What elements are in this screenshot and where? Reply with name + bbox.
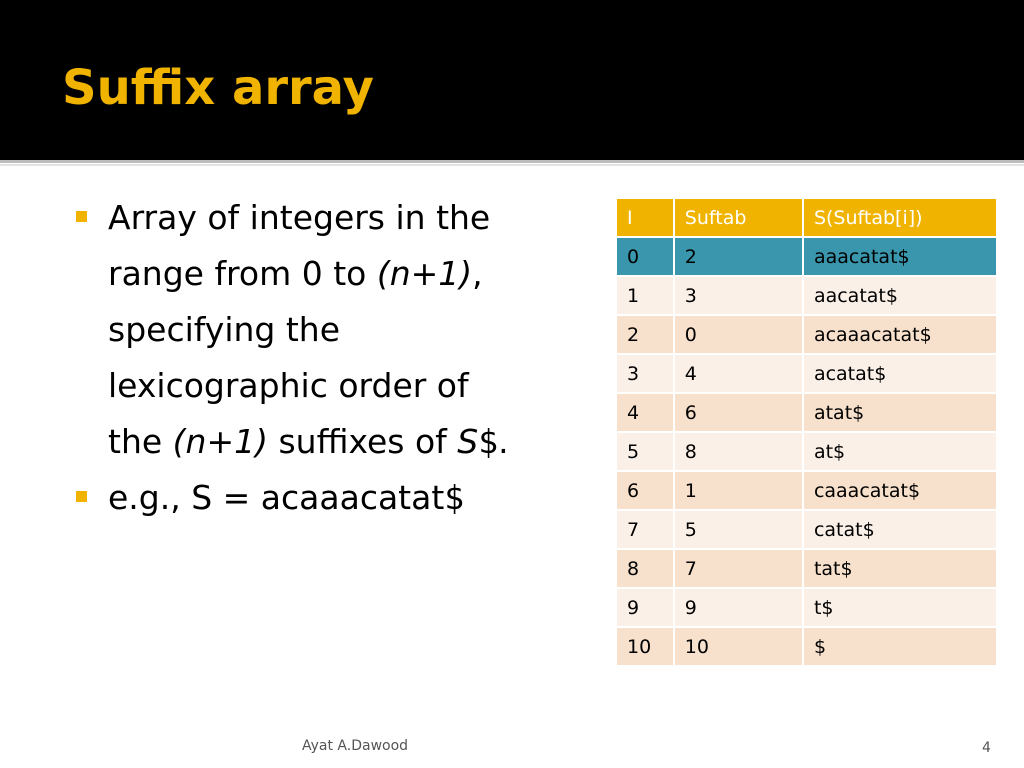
table-cell: 2	[616, 315, 674, 354]
table-cell: atat$	[803, 393, 997, 432]
suffix-array-table	[615, 197, 998, 667]
slide-title: Suffix array	[62, 60, 374, 116]
table-cell: 1	[674, 471, 803, 510]
column-header: I	[616, 198, 674, 237]
table-cell: at$	[803, 432, 997, 471]
header-divider	[0, 160, 1024, 163]
table-cell: 0	[616, 237, 674, 276]
table-cell: 3	[616, 354, 674, 393]
table-cell: 9	[616, 588, 674, 627]
table-cell: 2	[674, 237, 803, 276]
table-cell: 6	[616, 471, 674, 510]
table-cell: 10	[616, 627, 674, 666]
bullet-item: Array of integers in the range from 0 to (n+1), specifying the lexicographic order of the (n+1) suffixes of S$.	[72, 190, 512, 470]
header-divider-light	[0, 164, 1024, 166]
page-number: 4	[982, 740, 991, 756]
table-cell: 3	[674, 276, 803, 315]
table-row	[616, 393, 997, 432]
table-cell: 7	[674, 549, 803, 588]
title-bar	[0, 0, 1024, 160]
table-cell: acatat$	[803, 354, 997, 393]
table-cell: 9	[674, 588, 803, 627]
table-row	[616, 510, 997, 549]
table-row	[616, 471, 997, 510]
table-cell: 0	[674, 315, 803, 354]
table-cell: acaaacatat$	[803, 315, 997, 354]
table-cell: 10	[674, 627, 803, 666]
table-cell: 7	[616, 510, 674, 549]
bullet-item: e.g., S = acaaacatat$	[72, 470, 512, 526]
bullet-square-icon	[76, 211, 87, 222]
table-cell: tat$	[803, 549, 997, 588]
table-cell: catat$	[803, 510, 997, 549]
table-cell: aacatat$	[803, 276, 997, 315]
table-row	[616, 432, 997, 471]
table-cell: 8	[674, 432, 803, 471]
table-header-row	[616, 198, 997, 237]
table-row	[616, 315, 997, 354]
table-cell: 5	[616, 432, 674, 471]
table-row	[616, 627, 997, 666]
table-row	[616, 588, 997, 627]
table-row	[616, 549, 997, 588]
bullet-list	[72, 190, 512, 526]
table-cell: 5	[674, 510, 803, 549]
table-cell: t$	[803, 588, 997, 627]
footer-author: Ayat A.Dawood	[302, 738, 409, 754]
table-body	[616, 237, 997, 666]
table-row	[616, 354, 997, 393]
table-cell: 8	[616, 549, 674, 588]
column-header: Suftab	[674, 198, 803, 237]
table-row	[616, 276, 997, 315]
table-cell: 4	[616, 393, 674, 432]
table-cell: 6	[674, 393, 803, 432]
table-cell: aaacatat$	[803, 237, 997, 276]
table-row	[616, 237, 997, 276]
table-cell: 1	[616, 276, 674, 315]
table-cell: $	[803, 627, 997, 666]
table-cell: 4	[674, 354, 803, 393]
table-cell: caaacatat$	[803, 471, 997, 510]
bullet-square-icon	[76, 491, 87, 502]
column-header: S(Suftab[i])	[803, 198, 997, 237]
